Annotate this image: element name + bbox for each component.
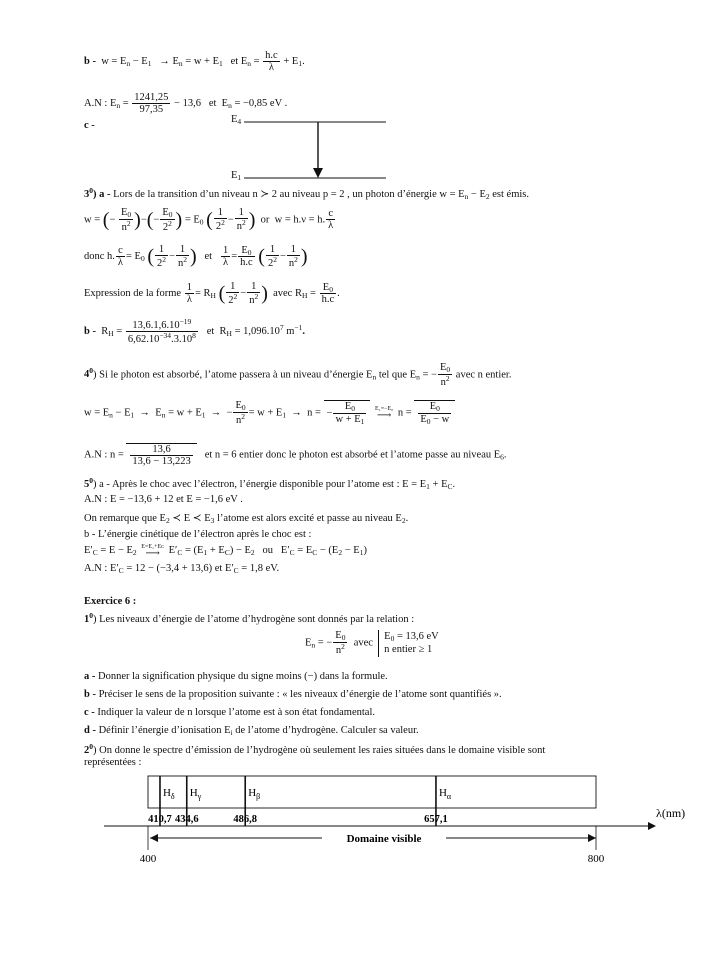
fraction: $\frac{h.c}{\lambda}$ xyxy=(265,50,278,74)
q3-expression-line: Expression de la forme $\frac{1}{\lambda}$ = $R_H$ ( $\frac{1}{2^2}$ − $\frac{1}{n^2}$ ) avec $R_H$ = $\frac{E_0}{h.c}$ . xyxy=(84,281,340,307)
an-result: = −0,85 eV . xyxy=(234,97,288,109)
level-e4-label: $E_4$ xyxy=(231,114,242,126)
ex6-q1-line: $1^0$) Les niveaux d’énergie de l’atome d’hydrogène sont donnés par la relation : xyxy=(84,611,415,625)
q3-eq-line: w = (− $\frac{E_0}{n^2}$ )−(− $\frac{E_0}{2^2}$ ) = $E_0$ ( $\frac{1}{2^2}$ − $\frac{1}{n^2}$ ) or w = h.ν = h. $\frac{c}{\lambda}$ xyxy=(84,207,334,233)
arrow-head xyxy=(313,168,323,178)
spectral-line-wavelength: 410,7 xyxy=(148,814,172,825)
band-arrow-left xyxy=(150,834,158,842)
axis-tick-label: 800 xyxy=(587,853,605,865)
eq-part: + E xyxy=(283,55,299,67)
visible-band-label: Domaine visible xyxy=(346,833,422,845)
q5-an2-line: A.N : $E'_C = 12 - (-3,4 + 13,6)$ et $E'_C = 1,8$ eV. xyxy=(84,563,280,575)
q5-an-line: A.N : E = −13,6 + 12 et E = −1,6 eV . xyxy=(84,494,243,505)
an-et: et xyxy=(208,97,217,109)
eq-part: = w + E xyxy=(185,55,219,67)
q5b-label-line: b - L’énergie cinétique de l’électron après le choc est : xyxy=(84,529,312,540)
axis-label: λ(nm) xyxy=(656,806,686,820)
part-b-line: $b - w = E_n - E_1$ → $E_n = w + E_1$ et $E_n$ = $\frac{h.c}{\lambda}$ + $E_1$. xyxy=(84,50,305,74)
spectral-line-name: $H_\gamma$ xyxy=(189,787,202,801)
emission-spectrum-chart xyxy=(0,770,720,880)
q5-eq-line: $E'_C = E - E_2$ E=E₁+Eᴄ ⟶ $E'_C = (E_1 + E_C) - E_2$ ou $E'_C = E_C - (E_2 - E_1)$ xyxy=(84,544,367,559)
substitution-arrow: E₁=−E₀ ⟶ xyxy=(374,406,394,422)
an-rest: − 13,6 xyxy=(174,97,201,109)
an-prefix: A.N : E xyxy=(84,97,117,109)
q3-text: Lors de la transition d’un niveau n ≻ 2 au niveau p = 2 , un photon d’énergie w = E xyxy=(113,189,465,200)
an-line-1: A.N : $E_n$ = $\frac{1241,25}{97,35}$ − 13,6 et $E_n = -0,85$ eV . xyxy=(84,92,288,116)
q4-chain-line: $w = E_n - E_1 \to E_n = w + E_1$ → − $\frac{E_0}{n^2}$ = $w + E_1 \to n$ = − $\frac{E_0}{w + E_1}$ E₁=−E₀ ⟶ n = $\frac{E_0}{E_0 - w}$ xyxy=(84,400,455,426)
q4-line: $4^0$) Si le photon est absorbé, l’atome passera à un niveau d’énergie $E_n$ tel que $E_n$ = − $\frac{E_0}{n^2}$ avec n entier. xyxy=(84,362,512,388)
q4-an-line: A.N : n = $\frac{13,6}{13,6 - 13,223}$ et n = 6 entier donc le photon est absorbé et l’atome passe au niveau $E_6$. xyxy=(84,444,507,468)
q5-line: $5^0$) a - Après le choc avec l’électron, l’énergie disponible pour l’atome est : $E = E_1 + E_C$. xyxy=(84,476,456,491)
ex6-q2-line2: représentées : xyxy=(84,757,142,768)
spectral-line-wavelength: 657,1 xyxy=(424,814,448,825)
ex6-c-line: c - Indiquer la valeur de n lorsque l’atome est à son état fondamental. xyxy=(84,707,375,718)
spectrum-frame xyxy=(148,776,596,808)
ex6-b-line: b - Préciser le sens de la proposition suivante : « les niveaux d’énergie de l’atome sont quantifiés ». xyxy=(84,689,502,700)
energy-level-diagram xyxy=(240,118,390,184)
ex6-d-line: d - Définir l’énergie d’ionisation $E_i$ de l’atome d’hydrogène. Calculer sa valeur. xyxy=(84,725,419,737)
q5-remark-line: On remarque que $E_2$ ≺ E ≺ $E_3$ l’atome est alors excité et passe au niveau $E_2$. xyxy=(84,513,409,525)
exercise-6-title: Exercice 6 : xyxy=(84,596,137,607)
band-arrow-right xyxy=(588,834,596,842)
eq-part: et E xyxy=(230,55,248,67)
substitution-arrow: E=E₁+Eᴄ ⟶ xyxy=(141,544,165,559)
spectral-line-name: $H_\beta$ xyxy=(248,787,261,801)
part-c-label: c - xyxy=(84,120,95,131)
axis-tick-label: 400 xyxy=(139,853,157,865)
spectral-line-wavelength: 434,6 xyxy=(174,814,199,825)
ex6-q2-line: $2^0$) On donne le spectre d’émission de l’hydrogène où seulement les raies situées dans le domaine visible sont xyxy=(84,742,546,756)
spectral-line-name: $H_\alpha$ xyxy=(438,787,452,801)
eq-part: − E xyxy=(132,55,148,67)
part-b-label: b - xyxy=(84,55,96,67)
q3b-line: b - $R_H$ = $\frac{13,6.1,6.10^{-19}}{6,62.10^{-34}.3.10^8}$ et $R_H = 1,096.10^7$ $m^{-1}$. xyxy=(84,317,306,346)
eq-part: = xyxy=(253,55,263,67)
ex6-a-line: a - Donner la signification physique du signe moins (−) dans la formule. xyxy=(84,671,388,682)
spectral-line-wavelength: 486,8 xyxy=(233,814,258,825)
axis-arrow-head xyxy=(648,822,656,830)
level-e1-label: $E_1$ xyxy=(231,170,242,182)
q3-line: $3^0$) a - Lors de la transition d’un niveau n ≻ 2 au niveau p = 2 , un photon d’énergie $w = E_n - E_2$ est émis. xyxy=(84,186,530,201)
eq-part: → E xyxy=(159,55,179,67)
eq-part: w = E xyxy=(101,55,127,67)
ex6-formula: $E_n$ = − $\frac{E_0}{n^2}$ avec $E_0 = 13,6$ eV n entier ≥ 1 xyxy=(305,630,439,657)
spectral-line-name: $H_\delta$ xyxy=(162,787,175,801)
fraction: $\frac{1241,25}{97,35}$ xyxy=(134,92,169,116)
q3-donc-line: donc h. $\frac{c}{\lambda}$ = $E_0$ ( $\frac{1}{2^2}$ − $\frac{1}{n^2}$ ) et $\frac{1}{\lambda}$ = $\frac{E_0}{h.c}$ ( $\frac{1}{2^2}$ − $\frac{1}{n^2}$ ) xyxy=(84,244,308,270)
